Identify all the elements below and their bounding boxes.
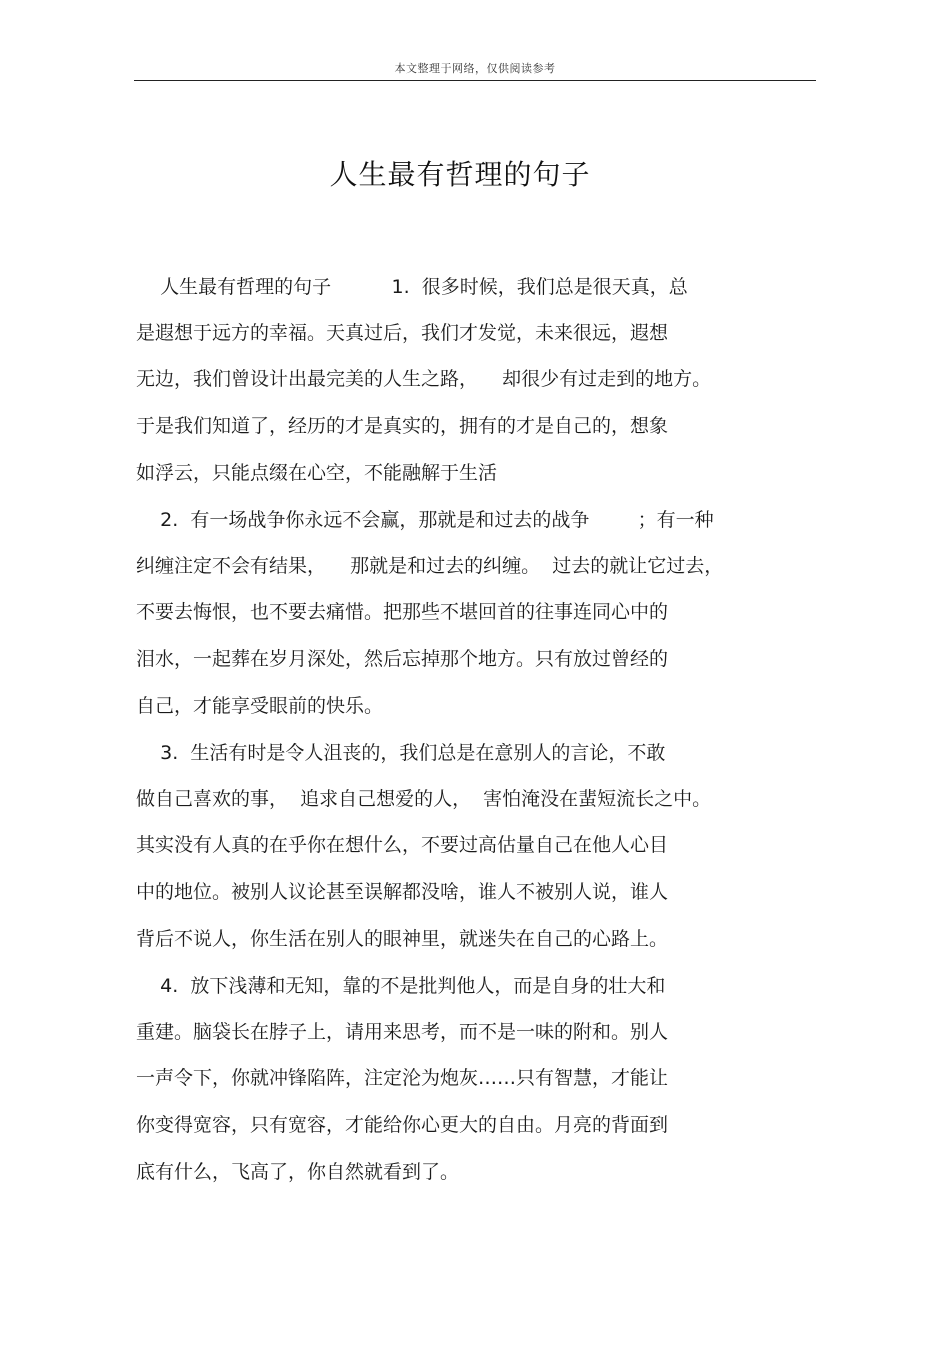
body-line: 重建。脑袋长在脖子上，请用来思考，而不是一味的附和。别人 <box>136 1021 669 1043</box>
body-line: 中的地位。被别人议论甚至误解都没啥，谁人不被别人说，谁人 <box>136 881 669 903</box>
body-line: 无边，我们曾设计出最完美的人生之路， 却很少有过走到的地方。 <box>136 368 712 390</box>
body-line: 做自己喜欢的事， 追求自己想爱的人， 害怕淹没在蜚短流长之中。 <box>136 788 712 810</box>
body-line: 不要去悔恨，也不要去痛惜。把那些不堪回首的往事连同心中的 <box>136 601 669 623</box>
body-line: 纠缠注定不会有结果， 那就是和过去的纠缠。 过去的就让它过去， <box>136 555 724 577</box>
body-line: 一声令下，你就冲锋陷阵，注定沦为炮灰……只有智慧，才能让 <box>136 1067 669 1089</box>
body-line: 于是我们知道了，经历的才是真实的，拥有的才是自己的，想象 <box>136 415 669 437</box>
body-line: 2. 有一场战争你永远不会赢，那就是和过去的战争 ；有一种 <box>136 509 714 531</box>
body-line: 如浮云，只能点缀在心空，不能融解于生活 <box>136 462 498 484</box>
body-line: 你变得宽容，只有宽容，才能给你心更大的自由。月亮的背面到 <box>136 1114 669 1136</box>
body-line: 背后不说人，你生活在别人的眼神里，就迷失在自己的心路上。 <box>136 928 669 950</box>
document-title: 人生最有哲理的句子 <box>329 158 591 191</box>
body-line: 4. 放下浅薄和无知，靠的不是批判他人，而是自身的壮大和 <box>136 975 666 997</box>
body-line: 其实没有人真的在乎你在想什么，不要过高估量自己在他人心目 <box>136 834 669 856</box>
body-line: 泪水，一起葬在岁月深处，然后忘掉那个地方。只有放过曾经的 <box>136 648 669 670</box>
body-line: 自己，才能享受眼前的快乐。 <box>136 695 384 717</box>
body-line: 3. 生活有时是令人沮丧的，我们总是在意别人的言论，不敢 <box>136 742 666 764</box>
header-divider <box>134 80 816 81</box>
body-line: 人生最有哲理的句子 1. 很多时候，我们总是很天真，总 <box>136 276 688 298</box>
body-line: 底有什么，飞高了，你自然就看到了。 <box>136 1161 460 1183</box>
page-header-note: 本文整理于网络，仅供阅读参考 <box>394 62 556 75</box>
body-line: 是遐想于远方的幸福。天真过后，我们才发觉，未来很远，遐想 <box>136 322 669 344</box>
